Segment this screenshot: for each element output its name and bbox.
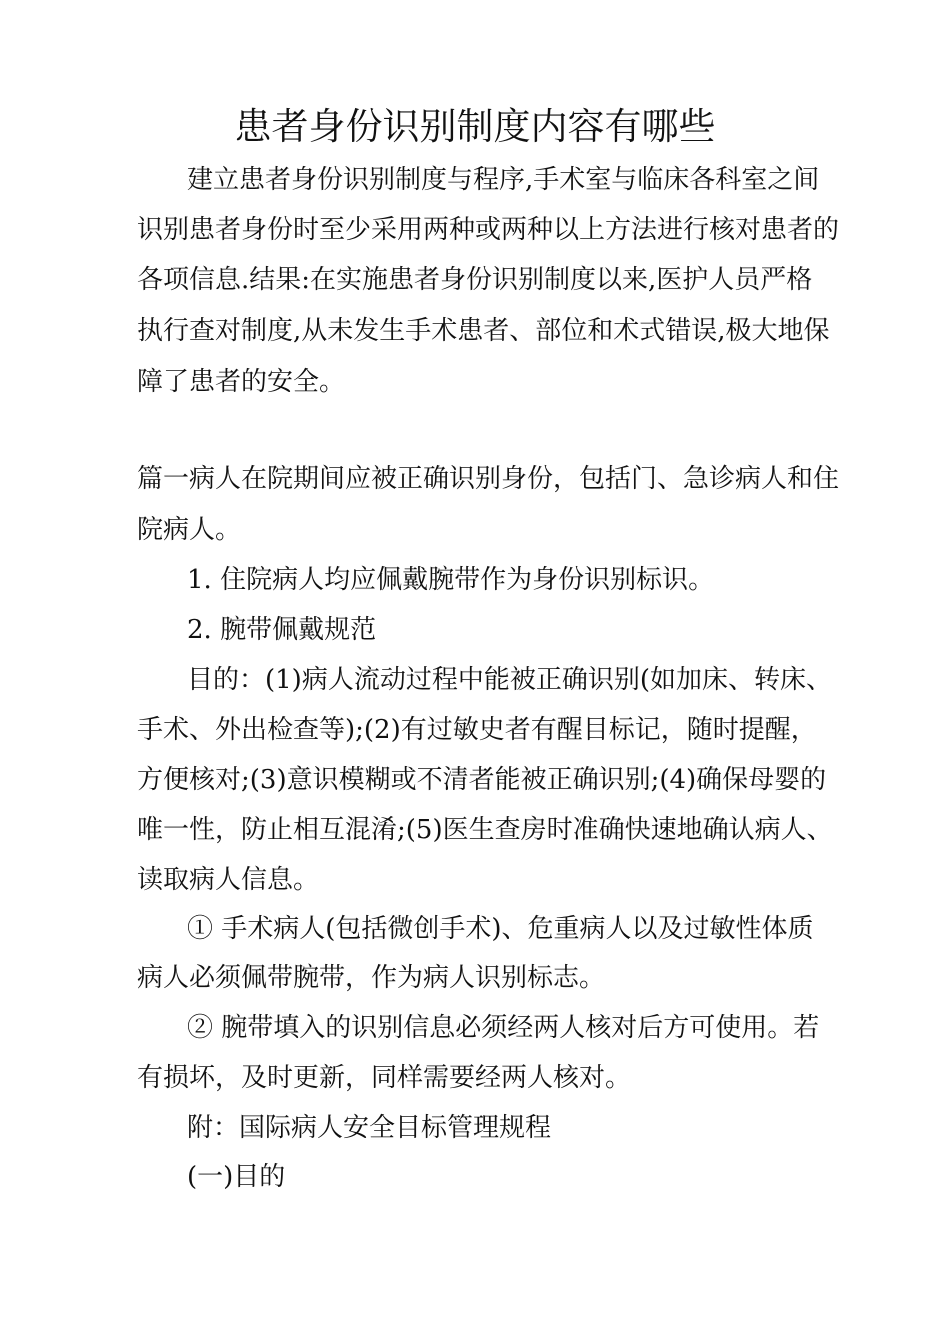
circle-item-2-line-1: ② 腕带填入的识别信息必须经两人核对后方可使用。若 [187,1013,820,1043]
intro-line-2: 识别患者身份时至少采用两种或两种以上方法进行核对患者的 [137,215,840,245]
purpose-line-1: 目的：(1)病人流动过程中能被正确识别(如加床、转床、 [187,665,832,695]
circle-item-2-line-2: 有损坏，及时更新，同样需要经两人核对。 [137,1063,632,1093]
section-line-2: 院病人。 [137,515,242,545]
purpose-line-3: 方便核对;(3)意识模糊或不清者能被正确识别;(4)确保母婴的 [137,765,827,795]
section-line-1: 篇一病人在院期间应被正确识别身份，包括门、急诊病人和住 [137,464,840,494]
purpose-line-5: 读取病人信息。 [137,865,320,895]
document-title: 患者身份识别制度内容有哪些 [234,105,716,148]
circle-item-1-line-2: 病人必须佩带腕带，作为病人识别标志。 [137,963,606,993]
intro-line-3: 各项信息.结果:在实施患者身份识别制度以来,医护人员严格 [137,265,813,295]
intro-line-5: 障了患者的安全。 [137,367,346,397]
item-1: 1. 住院病人均应佩戴腕带作为身份识别标识。 [187,565,715,595]
subsection-heading: (一)目的 [187,1162,286,1192]
purpose-line-2: 手术、外出检查等);(2)有过敏史者有醒目标记，随时提醒， [137,715,817,745]
purpose-line-4: 唯一性，防止相互混淆;(5)医生查房时准确快速地确认病人、 [137,815,833,845]
circle-item-1-line-1: ① 手术病人(包括微创手术)、危重病人以及过敏性体质 [187,914,814,944]
item-2: 2. 腕带佩戴规范 [187,615,377,645]
intro-line-1: 建立患者身份识别制度与程序,手术室与临床各科室之间 [187,165,820,195]
appendix-heading: 附：国际病人安全目标管理规程 [187,1113,552,1143]
intro-line-4: 执行查对制度,从未发生手术患者、部位和术式错误,极大地保 [137,316,830,346]
